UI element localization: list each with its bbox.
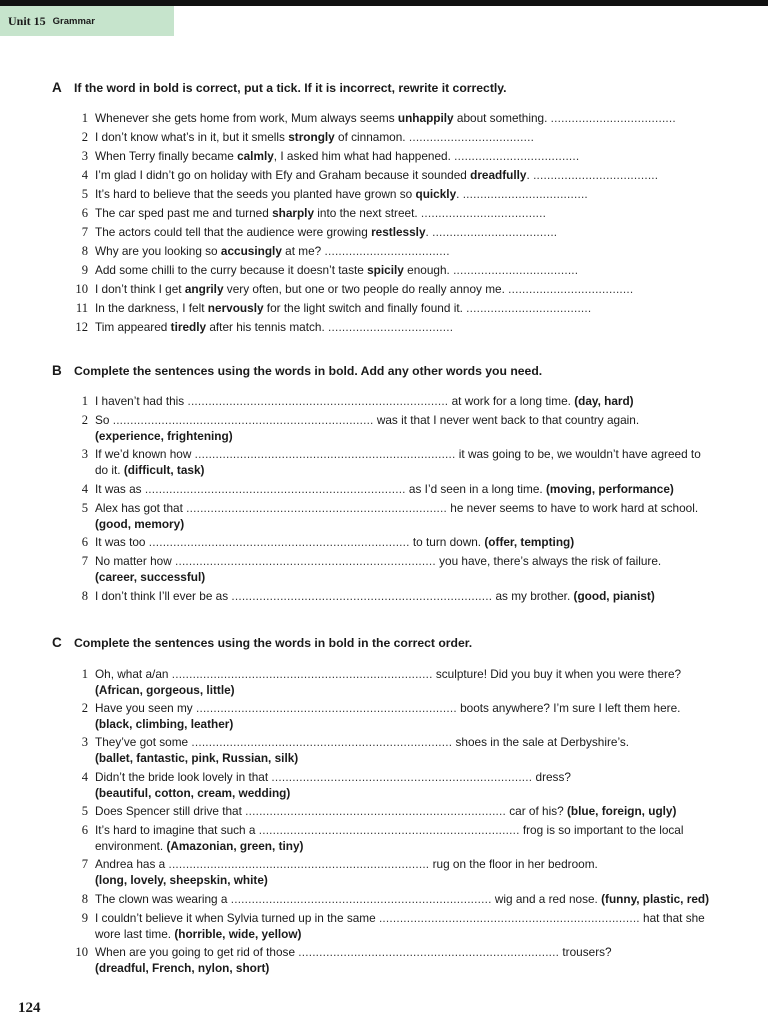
item-text — [95, 393, 720, 409]
answer-blank[interactable]: ........................................................................... — [258, 823, 520, 837]
text-fragment: enough. — [403, 263, 454, 277]
text-fragment: trousers? — [559, 945, 612, 959]
answer-blank[interactable]: .................................... — [454, 149, 580, 163]
answer-blank[interactable]: .................................... — [550, 111, 676, 125]
bold-keyword: (experience, frightening) — [95, 429, 233, 443]
bold-keyword: unhappily — [397, 111, 454, 125]
text-fragment: I couldn’t believe it when Sylvia turned up in the same — [95, 911, 379, 925]
answer-blank[interactable]: .................................... — [533, 168, 659, 182]
item-text — [95, 262, 720, 278]
bold-keyword: (moving, performance) — [546, 482, 674, 496]
bold-keyword: (difficult, task) — [123, 463, 205, 477]
answer-blank[interactable]: ........................................................................... — [168, 857, 430, 871]
section-heading — [52, 635, 472, 650]
text-fragment: as my brother. — [492, 589, 574, 603]
text-fragment: Have you seen my — [95, 701, 196, 715]
unit-header-tab — [0, 6, 174, 36]
bold-keyword: (funny, plastic, red) — [601, 892, 710, 906]
item-number: 4 — [81, 770, 88, 784]
text-fragment: They’ve got some — [95, 735, 192, 749]
answer-blank[interactable]: ........................................................................... — [175, 554, 436, 568]
text-fragment: It was too — [95, 535, 149, 549]
item-text — [95, 110, 720, 126]
answer-blank[interactable]: ........................................................................... — [195, 701, 457, 715]
text-fragment: Oh, what a/an — [95, 667, 172, 681]
bold-keyword: tiredly — [170, 320, 207, 334]
section-instruction: Complete the sentences using the words in bold in the correct order. — [74, 636, 473, 650]
item-text — [95, 856, 720, 888]
bold-keyword: spicily — [367, 263, 404, 277]
text-fragment: dress? — [532, 770, 571, 784]
text-fragment: to turn down. — [409, 535, 485, 549]
item-text — [95, 553, 720, 585]
text-fragment: wore last time. — [95, 927, 175, 941]
item-number: 3 — [81, 735, 88, 749]
text-fragment: rug on the floor in her bedroom. — [429, 857, 598, 871]
bold-keyword: (good, memory) — [95, 517, 185, 531]
text-fragment: . — [456, 187, 463, 201]
bold-keyword: strongly — [288, 130, 335, 144]
text-fragment: at me? — [281, 244, 325, 258]
item-number: 10 — [75, 945, 88, 959]
answer-blank[interactable]: .................................... — [508, 282, 634, 296]
item-number: 5 — [81, 501, 88, 515]
answer-blank[interactable]: ........................................................................... — [191, 735, 453, 749]
item-number: 1 — [81, 394, 88, 408]
item-number: 9 — [81, 911, 88, 925]
answer-blank[interactable]: ........................................................................... — [194, 447, 456, 461]
item-number: 12 — [75, 320, 88, 334]
item-text — [95, 300, 720, 316]
bold-keyword: (long, lovely, sheepskin, white) — [95, 873, 268, 887]
text-fragment: The actors could tell that the audience were growing — [95, 225, 372, 239]
item-text — [95, 534, 720, 550]
text-fragment: It’s hard to believe that the seeds you planted have grown so — [95, 187, 416, 201]
text-fragment: at work for a long time. — [448, 394, 575, 408]
item-text — [95, 666, 720, 698]
answer-blank[interactable]: .................................... — [420, 206, 547, 220]
text-fragment: for the light switch and finally found it. — [263, 301, 467, 315]
item-number: 2 — [81, 413, 88, 427]
item-number: 7 — [81, 554, 88, 568]
answer-blank[interactable]: .................................... — [408, 130, 535, 144]
item-text — [95, 769, 720, 801]
section-heading — [52, 80, 507, 95]
text-fragment: It’s hard to imagine that such a — [95, 823, 259, 837]
item-text — [95, 700, 720, 732]
bold-keyword: (ballet, fantastic, pink, Russian, silk) — [95, 751, 299, 765]
text-fragment: So — [95, 413, 113, 427]
text-fragment: , I asked him what had happened. — [273, 149, 455, 163]
item-text — [95, 205, 720, 221]
text-fragment: environment. — [95, 839, 167, 853]
item-number: 11 — [75, 301, 88, 315]
answer-blank[interactable]: ........................................................................... — [144, 482, 406, 496]
item-number: 6 — [81, 206, 88, 220]
item-text — [95, 319, 720, 335]
bold-keyword: angrily — [184, 282, 224, 296]
text-fragment: of cinnamon. — [334, 130, 409, 144]
text-fragment: The car sped past me and turned — [95, 206, 273, 220]
bold-keyword: restlessly — [371, 225, 426, 239]
answer-blank[interactable]: ........................................................................... — [171, 667, 433, 681]
item-text — [95, 588, 720, 604]
item-text — [95, 167, 720, 183]
item-text — [95, 734, 720, 766]
text-fragment: you have, there’s always the risk of failure. — [435, 554, 662, 568]
text-fragment: . — [526, 168, 534, 182]
text-fragment: No matter how — [95, 554, 175, 568]
text-fragment: I haven’t had this — [95, 394, 188, 408]
text-fragment: car of his? — [505, 804, 567, 818]
text-fragment: Why are you looking so — [95, 244, 221, 258]
item-number: 7 — [81, 225, 88, 239]
answer-blank[interactable]: .................................... — [324, 244, 450, 258]
item-text — [95, 148, 720, 164]
bold-keyword: (black, climbing, leather) — [95, 717, 234, 731]
bold-keyword: (African, gorgeous, little) — [95, 683, 235, 697]
answer-blank[interactable]: .................................... — [328, 320, 454, 334]
text-fragment: Alex has got that — [95, 501, 187, 515]
answer-blank[interactable]: .................................... — [432, 225, 558, 239]
item-text — [95, 412, 720, 444]
text-fragment: Whenever she gets home from work, Mum always seems — [95, 111, 398, 125]
section-letter: B — [52, 363, 62, 378]
item-text — [95, 910, 720, 942]
bold-keyword: (beautiful, cotton, cream, wedding) — [95, 786, 291, 800]
item-text — [95, 481, 720, 497]
item-number: 1 — [81, 111, 88, 125]
text-fragment: I’m glad I didn’t go on holiday with Efy and Graham because it sounded — [95, 168, 471, 182]
text-fragment: Does Spencer still drive that — [95, 804, 246, 818]
item-number: 2 — [81, 130, 88, 144]
text-fragment: Andrea has a — [95, 857, 169, 871]
answer-blank[interactable]: ........................................................................... — [112, 413, 374, 427]
bold-keyword: sharply — [272, 206, 315, 220]
text-fragment: about something. — [453, 111, 551, 125]
item-number: 4 — [81, 482, 88, 496]
bold-keyword: (good, pianist) — [573, 589, 655, 603]
text-fragment: Add some chilli to the curry because it doesn’t taste — [95, 263, 368, 277]
text-fragment: it was going to be, we wouldn’t have agreed to — [455, 447, 701, 461]
text-fragment: sculpture! Did you buy it when you were there? — [432, 667, 682, 681]
text-fragment: boots anywhere? I’m sure I left them here. — [456, 701, 681, 715]
answer-blank[interactable]: ........................................................................... — [298, 945, 560, 959]
text-fragment: Didn’t the bride look lovely in that — [95, 770, 272, 784]
bold-keyword: (Amazonian, green, tiny) — [166, 839, 304, 853]
text-fragment: into the next street. — [314, 206, 421, 220]
bold-keyword: (offer, tempting) — [484, 535, 575, 549]
item-text — [95, 944, 720, 976]
item-text — [95, 129, 720, 145]
answer-blank[interactable]: ........................................................................... — [148, 535, 410, 549]
bold-keyword: calmly — [237, 149, 274, 163]
answer-blank[interactable]: .................................... — [466, 301, 592, 315]
item-number: 8 — [81, 589, 88, 603]
item-number: 10 — [75, 282, 88, 296]
item-number: 9 — [81, 263, 88, 277]
answer-blank[interactable]: .................................... — [453, 263, 579, 277]
bold-keyword: (dreadful, French, nylon, short) — [95, 961, 270, 975]
section-label: Grammar — [52, 15, 95, 27]
text-fragment: hat that she — [639, 911, 705, 925]
answer-blank[interactable]: ........................................................................... — [231, 589, 493, 603]
text-fragment: Tim appeared — [95, 320, 171, 334]
text-fragment: I don’t think I’ll ever be as — [95, 589, 232, 603]
text-fragment: . — [425, 225, 433, 239]
item-text — [95, 446, 720, 478]
text-fragment: wig and a red nose. — [491, 892, 602, 906]
item-text — [95, 243, 720, 259]
text-fragment: he never seems to have to work hard at school. — [446, 501, 699, 515]
section-instruction: Complete the sentences using the words in bold. Add any other words you need. — [74, 364, 543, 378]
text-fragment: When Terry finally became — [95, 149, 238, 163]
text-fragment: after his tennis match. — [206, 320, 329, 334]
bold-keyword: (horrible, wide, yellow) — [174, 927, 302, 941]
bold-keyword: nervously — [207, 301, 264, 315]
page-number: 124 — [18, 1000, 41, 1016]
unit-label: Unit 15 — [8, 13, 46, 28]
text-fragment: If we’d known how — [95, 447, 195, 461]
answer-blank[interactable]: ........................................................................... — [230, 892, 492, 906]
text-fragment: very often, but one or two people do really annoy me. — [223, 282, 509, 296]
text-fragment: was it that I never went back to that country again. — [373, 413, 640, 427]
answer-blank[interactable]: .................................... — [462, 187, 588, 201]
item-text — [95, 500, 720, 532]
item-number: 5 — [81, 804, 88, 818]
bold-keyword: quickly — [415, 187, 457, 201]
item-text — [95, 803, 720, 819]
item-number: 8 — [81, 244, 88, 258]
bold-keyword: accusingly — [220, 244, 282, 258]
section-letter: C — [52, 635, 62, 650]
item-text — [95, 281, 720, 297]
item-text — [95, 822, 720, 854]
answer-blank[interactable]: ........................................................................... — [186, 501, 447, 515]
bold-keyword: dreadfully — [470, 168, 527, 182]
item-number: 6 — [81, 535, 88, 549]
text-fragment: The clown was wearing a — [95, 892, 231, 906]
item-number: 5 — [81, 187, 88, 201]
item-number: 8 — [81, 892, 88, 906]
answer-blank[interactable]: ........................................................................... — [187, 394, 449, 408]
answer-blank[interactable]: ........................................................................... — [245, 804, 506, 818]
bold-keyword: (career, successful) — [95, 570, 206, 584]
text-fragment: as I’d seen in a long time. — [405, 482, 546, 496]
item-text — [95, 224, 720, 240]
answer-blank[interactable]: ........................................................................... — [271, 770, 533, 784]
item-number: 7 — [81, 857, 88, 871]
text-fragment: I don’t think I get — [95, 282, 185, 296]
answer-blank[interactable]: ........................................................................... — [378, 911, 640, 925]
item-number: 2 — [81, 701, 88, 715]
text-fragment: shoes in the sale at Derbyshire’s. — [452, 735, 630, 749]
section-instruction: If the word in bold is correct, put a tick. If it is incorrect, rewrite it correctly. — [74, 81, 507, 95]
item-text — [95, 891, 720, 907]
section-letter: A — [52, 80, 62, 95]
item-number: 1 — [81, 667, 88, 681]
item-number: 3 — [81, 447, 88, 461]
text-fragment: It was as — [95, 482, 145, 496]
item-number: 3 — [81, 149, 88, 163]
text-fragment: In the darkness, I felt — [95, 301, 208, 315]
item-text — [95, 186, 720, 202]
text-fragment: I don’t know what’s in it, but it smells — [95, 130, 289, 144]
item-number: 4 — [81, 168, 88, 182]
section-heading — [52, 363, 542, 378]
bold-keyword: (day, hard) — [574, 394, 634, 408]
text-fragment: do it. — [95, 463, 124, 477]
item-number: 6 — [81, 823, 88, 837]
text-fragment: When are you going to get rid of those — [95, 945, 299, 959]
bold-keyword: (blue, foreign, ugly) — [566, 804, 677, 818]
text-fragment: frog is so important to the local — [519, 823, 684, 837]
